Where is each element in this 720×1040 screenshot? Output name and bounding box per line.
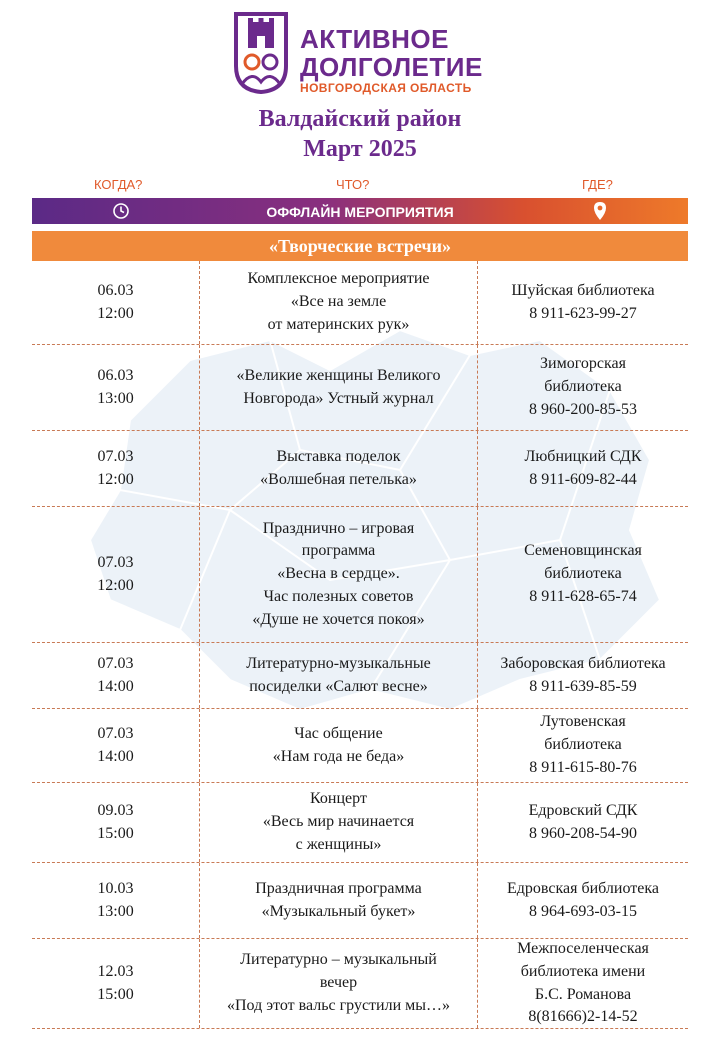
- events-table: [32, 261, 688, 1029]
- event-venue-line: 8 964-693-03-15: [529, 902, 637, 920]
- event-venue-line: Б.С. Романова: [534, 985, 632, 1003]
- event-venue-line: 8 911-615-80-76: [529, 758, 637, 776]
- event-title-line: «Все на земле: [290, 293, 387, 311]
- event-venue-line: 8(81666)2-14-52: [528, 1008, 638, 1026]
- event-date: 06.03: [97, 281, 134, 299]
- logo-text-region: НОВГОРОДСКАЯ ОБЛАСТЬ: [300, 81, 472, 95]
- event-venue-line: Шуйская библиотека: [511, 281, 655, 299]
- event-venue-line: Межпоселенческая: [517, 940, 649, 958]
- event-title-line: Комплексное мероприятие: [247, 270, 430, 288]
- event-title-line: Выставка поделок: [276, 447, 401, 465]
- event-venue-line: Зимогорская: [540, 355, 626, 373]
- event-when-cell: [32, 507, 200, 642]
- event-venue-line: Лутовенская: [540, 713, 626, 731]
- event-venue-line: 8 960-200-85-53: [529, 400, 637, 418]
- event-where-cell: [478, 345, 688, 430]
- offline-events-title: ОФФЛАЙН МЕРОПРИЯТИЯ: [266, 204, 454, 220]
- event-time: 13:00: [97, 902, 134, 920]
- event-venue-line: библиотека: [544, 565, 622, 583]
- event-what-cell: [200, 261, 478, 344]
- fortress-elders-emblem-icon: [230, 10, 292, 94]
- column-what: ЧТО?: [336, 177, 370, 192]
- event-title-line: Час общение: [294, 724, 383, 742]
- event-where-cell: [478, 939, 688, 1028]
- event-title-line: программа: [301, 542, 376, 560]
- event-venue-line: 8 911-639-85-59: [529, 677, 637, 695]
- event-venue-line: 8 911-609-82-44: [529, 470, 637, 488]
- event-what-cell: [200, 939, 478, 1028]
- event-time: 12:00: [97, 470, 134, 488]
- logo: [230, 10, 500, 94]
- table-row: [32, 345, 688, 431]
- event-venue-line: библиотека: [544, 736, 622, 754]
- event-venue-line: Семеновщинская: [524, 542, 642, 560]
- event-date: 10.03: [97, 879, 134, 897]
- event-venue-line: Едровская библиотека: [507, 879, 659, 897]
- event-title-line: «Весь мир начинается: [262, 813, 415, 831]
- event-what-cell: [200, 643, 478, 708]
- event-what-cell: [200, 783, 478, 862]
- event-where-cell: [478, 783, 688, 862]
- event-title-line: Новгорода» Устный журнал: [243, 389, 434, 407]
- event-time: 15:00: [97, 985, 134, 1003]
- event-title-line: от материнских рук»: [267, 315, 410, 333]
- event-venue-line: Любницкий СДК: [524, 447, 642, 465]
- event-where-cell: [478, 709, 688, 782]
- event-title-line: «Нам года не беда»: [272, 747, 405, 765]
- event-when-cell: [32, 709, 200, 782]
- event-venue-line: 8 960-208-54-90: [529, 824, 637, 842]
- event-title-line: посиделки «Салют весне»: [249, 677, 428, 695]
- event-title-line: с женщины»: [295, 835, 382, 853]
- event-venue-line: Заборовская библиотека: [500, 654, 666, 672]
- event-where-cell: [478, 863, 688, 938]
- event-title-line: Час полезных советов: [263, 587, 414, 605]
- event-title-line: «Великие женщины Великого: [236, 366, 441, 384]
- event-what-cell: [200, 507, 478, 642]
- event-what-cell: [200, 863, 478, 938]
- event-what-cell: [200, 431, 478, 506]
- event-title-line: Празднично – игровая: [262, 519, 415, 537]
- event-title-line: вечер: [319, 974, 358, 992]
- table-row: [32, 431, 688, 507]
- event-when-cell: [32, 261, 200, 344]
- event-time: 13:00: [97, 389, 134, 407]
- event-title-line: Литературно – музыкальный: [240, 951, 437, 969]
- section-creative-meetings: «Творческие встречи»: [32, 231, 688, 261]
- table-row: [32, 643, 688, 709]
- column-when: КОГДА?: [94, 177, 143, 192]
- event-what-cell: [200, 345, 478, 430]
- event-time: 12:00: [97, 304, 134, 322]
- event-venue-line: библиотека: [544, 378, 622, 396]
- event-date: 06.03: [97, 366, 134, 384]
- event-where-cell: [478, 431, 688, 506]
- event-venue-line: 8 911-623-99-27: [529, 304, 637, 322]
- event-date: 07.03: [97, 654, 134, 672]
- event-venue-line: 8 911-628-65-74: [529, 587, 637, 605]
- event-title-line: «Душе не хочется покоя»: [252, 610, 425, 628]
- location-pin-icon: [592, 201, 608, 221]
- event-when-cell: [32, 783, 200, 862]
- event-date: 07.03: [97, 553, 134, 571]
- event-when-cell: [32, 431, 200, 506]
- event-title-line: Литературно-музыкальные: [246, 654, 431, 672]
- table-row: [32, 261, 688, 345]
- event-time: 12:00: [97, 576, 134, 594]
- event-where-cell: [478, 507, 688, 642]
- column-where: ГДЕ?: [582, 177, 613, 192]
- offline-events-bar: [32, 198, 688, 224]
- event-date: 09.03: [97, 801, 134, 819]
- event-title-line: «Под этот вальс грустили мы…»: [226, 996, 451, 1014]
- event-date: 07.03: [97, 724, 134, 742]
- event-when-cell: [32, 643, 200, 708]
- event-venue-line: Едровский СДК: [528, 801, 638, 819]
- table-row: [32, 863, 688, 939]
- event-where-cell: [478, 643, 688, 708]
- logo-text-longevity: ДОЛГОЛЕТИЕ: [300, 52, 483, 82]
- table-row: [32, 783, 688, 863]
- event-time: 14:00: [97, 677, 134, 695]
- event-where-cell: [478, 261, 688, 344]
- event-title-line: «Волшебная петелька»: [260, 470, 417, 488]
- event-title-line: Праздничная программа: [255, 879, 422, 897]
- event-date: 12.03: [97, 962, 134, 980]
- table-row: [32, 939, 688, 1029]
- event-what-cell: [200, 709, 478, 782]
- month-title: Март 2025: [303, 136, 417, 162]
- district-title: Валдайский район: [258, 106, 462, 132]
- event-title-line: «Весна в сердце».: [277, 565, 400, 583]
- table-row: [32, 709, 688, 783]
- event-time: 14:00: [97, 747, 134, 765]
- event-when-cell: [32, 345, 200, 430]
- event-time: 15:00: [97, 824, 134, 842]
- event-venue-line: библиотека имени: [520, 962, 646, 980]
- event-when-cell: [32, 863, 200, 938]
- event-title-line: Концерт: [310, 790, 367, 808]
- table-row: [32, 507, 688, 643]
- event-date: 07.03: [97, 447, 134, 465]
- event-when-cell: [32, 939, 200, 1028]
- event-title-line: «Музыкальный букет»: [261, 902, 416, 920]
- logo-text-active: АКТИВНОЕ: [300, 24, 449, 54]
